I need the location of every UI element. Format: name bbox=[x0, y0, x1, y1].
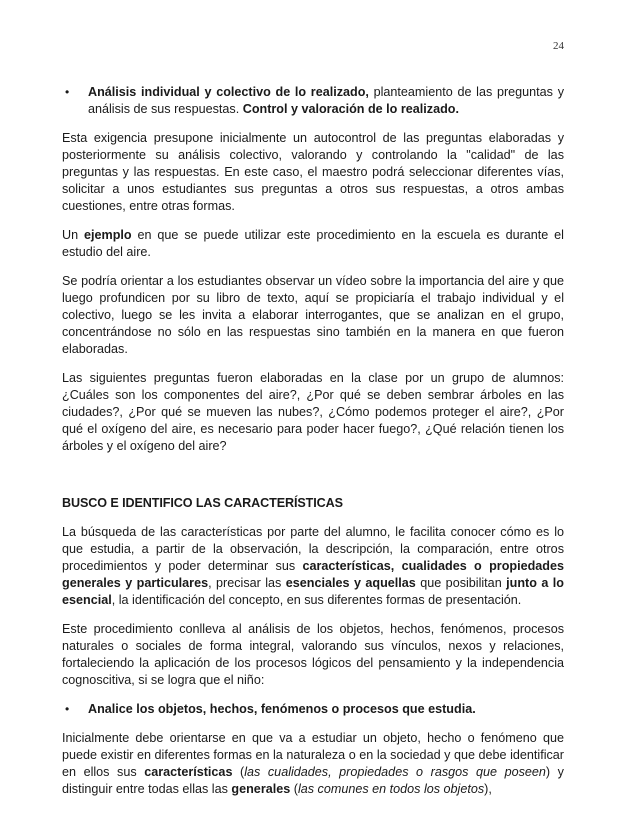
bold-phrase: Control y valoración de lo realizado. bbox=[242, 102, 459, 116]
paragraph-exigencia: Esta exigencia presupone inicialmente un autocontrol de las preguntas elaboradas y posteriormente su análisis colectivo, valorando y controlando la "calidad" de las preguntas y las respuestas. En este caso, el maestro podrá seleccionar diferentes vías, solicitar a unos estudiantes sus preguntas a otros sus respuestas, a otros ambas cuestiones, entre otras formas. bbox=[62, 131, 564, 213]
bullet-icon: • bbox=[65, 85, 70, 99]
page-body bbox=[62, 84, 564, 810]
paragraph-busqueda bbox=[62, 524, 564, 609]
bold-phrase: características, cualidades o propiedades generales y particulares bbox=[62, 559, 564, 590]
bold-phrase: generales bbox=[231, 782, 291, 796]
text-run: ) y distinguir entre todas ellas las bbox=[62, 765, 564, 796]
section-heading: BUSCO E IDENTIFICO LAS CARACTERÍSTICAS bbox=[62, 496, 343, 510]
paragraph-procedimiento: Este procedimiento conlleva al análisis de los objetos, hechos, fenómenos, procesos naturales o sociales de forma integral, valorando sus vínculos, nexos y relaciones, fortaleciendo la aplicación de los procesos lógicos del pensamiento y la independencia cognoscitiva, si se logra que el niño: bbox=[62, 622, 564, 687]
text-run: , precisar las bbox=[208, 576, 286, 590]
bold-phrase: junto a lo esencial bbox=[62, 576, 564, 607]
italic-phrase: las cualidades, propiedades o rasgos que poseen bbox=[244, 765, 546, 779]
text-run: Un bbox=[62, 228, 84, 242]
bullet-icon: • bbox=[65, 702, 70, 716]
paragraph-inicialmente bbox=[62, 730, 564, 798]
text-run: ( bbox=[232, 765, 245, 779]
text-run: ), bbox=[484, 782, 492, 796]
text-run: ( bbox=[290, 782, 298, 796]
bold-phrase: Análisis individual y colectivo de lo realizado, bbox=[88, 85, 369, 99]
page-number: 24 bbox=[553, 40, 564, 52]
bullet-item-analice bbox=[62, 701, 564, 718]
bullet-text: planteamiento de las preguntas y análisis de sus respuestas. bbox=[88, 85, 564, 116]
bold-phrase: ejemplo bbox=[84, 228, 132, 242]
bold-phrase: características bbox=[144, 765, 233, 779]
paragraph-ejemplo bbox=[62, 227, 564, 261]
text-run: La búsqueda de las características por parte del alumno, le facilita conocer cómo es lo que estudia, a partir de la observación, la descripción, la comparación, entre otros procedimientos y poder determinar sus bbox=[62, 525, 564, 573]
paragraph-video: Se podría orientar a los estudiantes observar un vídeo sobre la importancia del aire y que luego profundicen por su libro de texto, aquí se propiciaría el trabajo individual y el colectivo, luego se les invita a elaborar interrogantes, que se analizan en el grupo, concentrándose no sólo en las respuestas sino también en la manera en que fueron elaboradas. bbox=[62, 274, 564, 356]
bullet-item-analysis bbox=[62, 84, 564, 118]
paragraph-preguntas: Las siguientes preguntas fueron elaboradas en la clase por un grupo de alumnos: ¿Cuáles son los componentes del aire?, ¿Por qué se deben sembrar árboles en las ciudades?, ¿Por qué se mueven las nubes?, ¿Cómo podemos proteger el aire?, ¿Por qué el oxígeno del aire, es necesario para poder hacer fuego?, ¿Qué relación tienen los árboles y el oxígeno del aire? bbox=[62, 371, 564, 453]
text-run: Inicialmente debe orientarse en que va a estudiar un objeto, hecho o fenómeno que puede existir en diferentes formas en la naturaleza o en la sociedad y que debe identificar en ellos sus bbox=[62, 731, 564, 779]
italic-phrase: las comunes en todos los objetos bbox=[297, 782, 485, 796]
bold-phrase: esenciales y aquellas bbox=[285, 576, 416, 590]
text-run: en que se puede utilizar este procedimiento en la escuela es durante el estudio del aire. bbox=[62, 228, 564, 259]
text-run: que posibilitan bbox=[415, 576, 507, 590]
bold-phrase: Analice los objetos, hechos, fenómenos o procesos que estudia. bbox=[88, 702, 476, 716]
text-run: , la identificación del concepto, en sus diferentes formas de presentación. bbox=[111, 593, 522, 607]
